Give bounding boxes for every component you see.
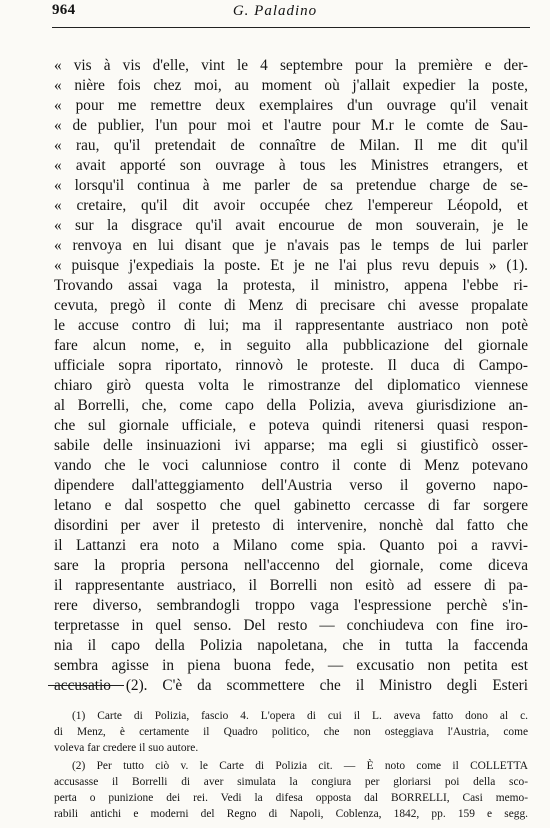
body-line: terpretasse in quel senso. Del resto — conchiudeva con fine iro-: [54, 617, 528, 634]
body-line: il rappresentante austriaco, il Borrelli non esitò ad essere di pa-: [54, 577, 528, 594]
body-line: ufficiale sopra riportato, rinnovò le proteste. Il duca di Campo-: [54, 357, 528, 374]
footnote-1-line: di Menz, è certamente il Quadro politico, che non osteggiava l'Austria, come: [54, 726, 528, 738]
body-line: cevuta, pregò il conte di Menz di precisare chi avesse propalate: [54, 297, 528, 314]
footnote-rule: [48, 685, 124, 686]
body-line: « vis à vis d'elle, vint le 4 septembre pour la première e der-: [54, 57, 528, 74]
body-line: sare la propria persona nell'accenno del giornale, come diceva: [54, 557, 528, 574]
body-line: al Borrelli, che, come capo della Polizia, aveva giurisdizione an-: [54, 397, 528, 414]
page-number: 964: [52, 2, 76, 18]
body-line: « sur la disgrace qu'il avait encourue de mon souverain, je le: [54, 217, 528, 234]
body-line: nia il capo della Polizia napoletana, che in tutta la faccenda: [54, 637, 528, 654]
body-line: « pour me remettre deux exemplaires d'un ouvrage qu'il venait: [54, 97, 528, 114]
body-line: dipendere dall'atteggiamento dell'Austria verso il governo napo-: [54, 477, 528, 494]
body-line: sembra agisse in piena buona fede, — excusatio non petita est: [54, 657, 528, 674]
footnote-2-line: rabili antichi e moderni del Regno di Napoli, Coblenza, 1842, pp. 159 e segg.: [54, 808, 528, 820]
body-line: accusatio (2). C'è da scommettere che il Ministro degli Esteri: [54, 677, 528, 694]
body-line: rere diverso, sembrandogli troppo vaga l'espressione perchè s'in-: [54, 597, 528, 614]
body-line: « puisque j'expediais la poste. Et je ne l'ai plus revu depuis » (1).: [54, 257, 528, 274]
footnote-1-line: voleva far credere il suo autore.: [54, 742, 199, 754]
body-line: « de publier, l'un pour moi et l'autre pour M.r le comte de Sau-: [54, 117, 528, 134]
body-line: il Lattanzi era noto a Milano come spia. Quanto poi a ravvi-: [54, 537, 528, 554]
footnote-1-line: (1) Carte di Polizia, fascio 4. L'opera di cui il L. aveva fatto dono al c.: [72, 710, 528, 722]
body-line: le accuse contro di lui; ma il rappresentante austriaco non potè: [54, 317, 528, 334]
body-line: fare alcun nome, e, in seguito alla pubblicazione del giornale: [54, 337, 528, 354]
body-line: sabile delle insinuazioni ivi apparse; ma egli si giustificò osser-: [54, 437, 528, 454]
header-rule: [52, 27, 530, 28]
footnote-2-line: (2) Per tutto ciò v. le Carte di Polizia cit. — È noto come il COLLETTA: [72, 760, 528, 772]
body-line: « cretaire, qu'il dit avoir occupée chez l'empereur Léopold, et: [54, 197, 528, 214]
body-line: disordini per aver il pretesto di intervenire, nonchè dal fatto che: [54, 517, 528, 534]
running-title: G. Paladino: [232, 3, 318, 19]
footnote-2-line: accusasse il Borrelli di aver simulata la congiura per gloriarsi poi della sco-: [54, 776, 528, 788]
body-line: vando che le voci calunniose contro il conte di Menz potevano: [54, 457, 528, 474]
body-line: « rau, qu'il pretendait de connaître de Milan. Il me dit qu'il: [54, 137, 528, 154]
body-line: « lorsqu'il continua à me parler de sa pretendue charge de se-: [54, 177, 528, 194]
body-line: Trovando assai vaga la protesta, il ministro, appena l'ebbe ri-: [54, 277, 528, 294]
body-line: « renvoya en lui disant que je n'avais pas le temps de lui parler: [54, 237, 528, 254]
body-line: letano e dal sospetto che quel gabinetto cercasse di far sorgere: [54, 497, 528, 514]
footnote-2-line: perta o punizione dei rei. Vedi la difesa opposta dal BORRELLI, Casi memo-: [54, 792, 528, 804]
body-line: « nière fois chez moi, au moment où j'allait expedier la poste,: [54, 77, 528, 94]
body-line: « avait apporté son ouvrage à tous les Ministres etrangers, et: [54, 157, 528, 174]
body-line: chiaro girò questa volta le rimostranze del diplomatico viennese: [54, 377, 528, 394]
body-line: che sul giornale ufficiale, e poteva quindi ritenersi quasi respon-: [54, 417, 528, 434]
